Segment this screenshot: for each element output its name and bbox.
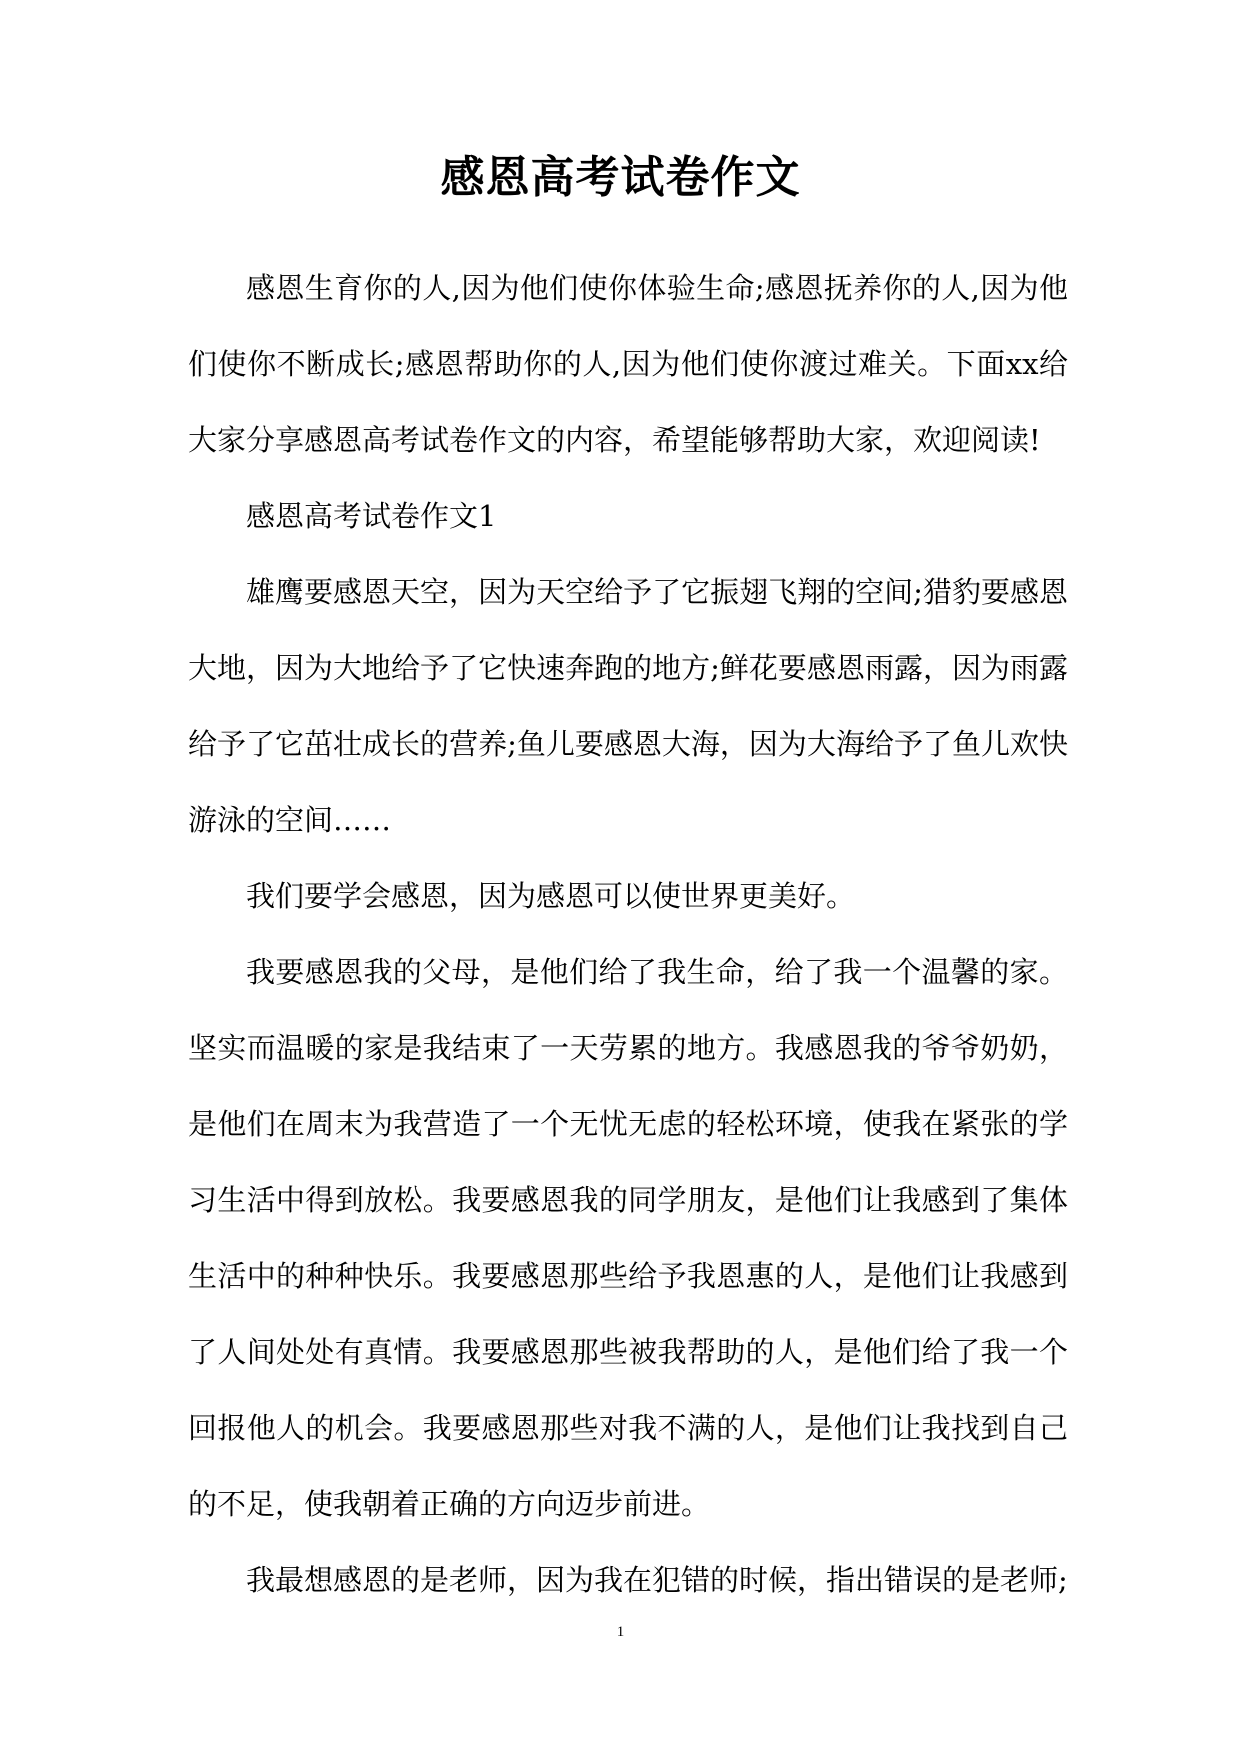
body-paragraph: 雄鹰要感恩天空，因为天空给予了它振翅飞翔的空间;猎豹要感恩大地，因为大地给予了它快速奔跑的地方;鲜花要感恩雨露，因为雨露给予了它茁壮成长的营养;鱼儿要感恩大海，因为大海给予了鱼儿欢快游泳的空间…… [188, 575, 1068, 837]
page-number: 1 [616, 1624, 625, 1640]
document-title: 感恩高考试卷作文 [440, 152, 801, 203]
body-paragraph: 我要感恩我的父母，是他们给了我生命，给了我一个温馨的家。坚实而温暖的家是我结束了一天劳累的地方。我感恩我的爷爷奶奶，是他们在周末为我营造了一个无忧无虑的轻松环境，使我在紧张的学习生活中得到放松。我要感恩我的同学朋友，是他们让我感到了集体生活中的种种快乐。我要感恩那些给予我恩惠的人，是他们让我感到了人间处处有真情。我要感恩那些被我帮助的人，是他们给了我一个回报他人的机会。我要感恩那些对我不满的人，是他们让我找到自己的不足，使我朝着正确的方向迈步前进。 [188, 955, 1068, 1521]
body-paragraph: 我最想感恩的是老师，因为我在犯错的时候，指出错误的是老师; [246, 1563, 1068, 1597]
intro-paragraph: 感恩生育你的人,因为他们使你体验生命;感恩抚养你的人,因为他们使你不断成长;感恩帮助你的人,因为他们使你渡过难关。下面xx给大家分享感恩高考试卷作文的内容，希望能够帮助大家，欢迎阅读! [188, 271, 1068, 457]
section-heading: 感恩高考试卷作文1 [246, 499, 497, 533]
document-body [188, 250, 1068, 1618]
body-paragraph: 我们要学会感恩，因为感恩可以使世界更美好。 [246, 879, 856, 913]
